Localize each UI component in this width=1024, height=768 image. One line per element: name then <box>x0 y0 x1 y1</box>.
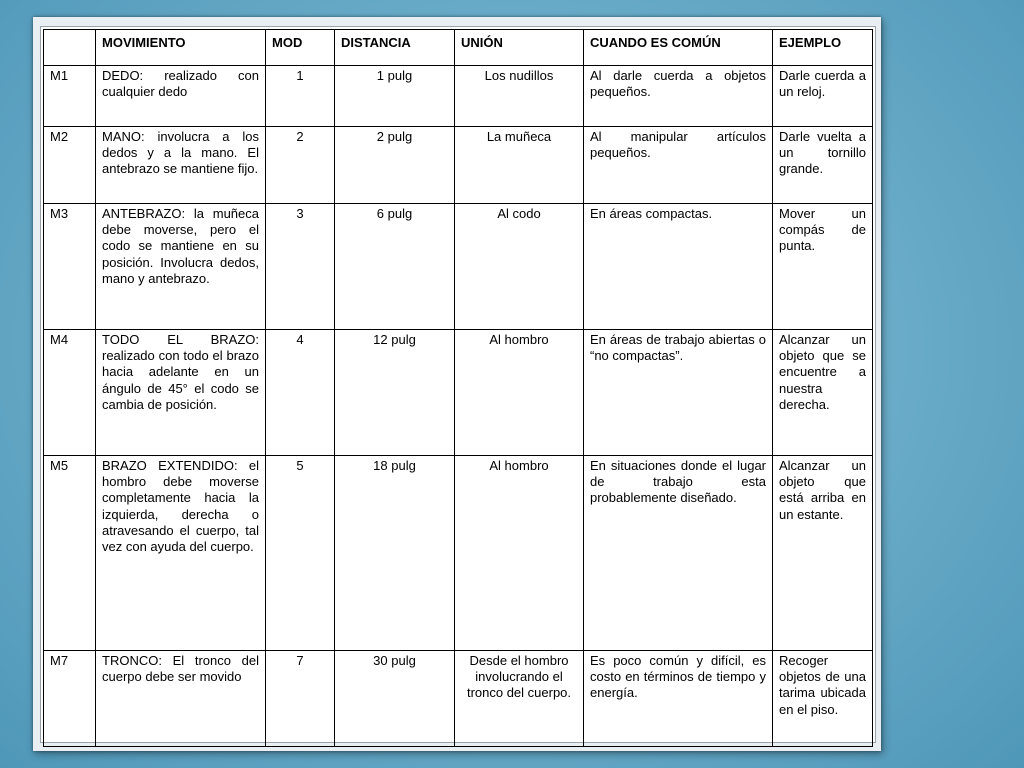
row-union: La muñeca <box>455 127 584 204</box>
row-mod: 4 <box>266 330 335 456</box>
row-distance: 12 pulg <box>335 330 455 456</box>
row-code: M1 <box>44 66 96 127</box>
row-example: Darle cuerda a un reloj. <box>773 66 873 127</box>
row-movement: BRAZO EXTENDIDO: el hombro debe moverse completamente hacia la izquierda, derecha o atravesando el cuerpo, tal vez con ayuda del cuerpo. <box>96 456 266 651</box>
row-when: Al darle cuerda a objetos pequeños. <box>584 66 773 127</box>
table-row <box>44 204 873 330</box>
header-distance: DISTANCIA <box>335 30 455 66</box>
row-distance: 18 pulg <box>335 456 455 651</box>
table-row <box>44 456 873 651</box>
row-mod: 3 <box>266 204 335 330</box>
row-movement: ANTEBRAZO: la muñeca debe moverse, pero el codo se mantiene en su posición. Involucra dedos, mano y antebrazo. <box>96 204 266 330</box>
row-distance: 6 pulg <box>335 204 455 330</box>
row-movement: TRONCO: El tronco del cuerpo debe ser movido <box>96 651 266 747</box>
row-movement: MANO: involucra a los dedos y a la mano. El antebrazo se mantiene fijo. <box>96 127 266 204</box>
row-code: M5 <box>44 456 96 651</box>
row-example: Mover un compás de punta. <box>773 204 873 330</box>
row-code: M3 <box>44 204 96 330</box>
row-distance: 30 pulg <box>335 651 455 747</box>
row-code: M4 <box>44 330 96 456</box>
header-mod: MOD <box>266 30 335 66</box>
header-code <box>44 30 96 66</box>
header-union: UNIÓN <box>455 30 584 66</box>
row-union: Al hombro <box>455 456 584 651</box>
row-when: En áreas compactas. <box>584 204 773 330</box>
row-example: Recoger objetos de una tarima ubicada en el piso. <box>773 651 873 747</box>
row-example: Darle vuelta a un tornillo grande. <box>773 127 873 204</box>
row-code: M7 <box>44 651 96 747</box>
row-example: Alcanzar un objeto que está arriba en un estante. <box>773 456 873 651</box>
row-distance: 1 pulg <box>335 66 455 127</box>
table-header-row <box>44 30 873 66</box>
row-when: En áreas de trabajo abiertas o “no compactas”. <box>584 330 773 456</box>
table-row <box>44 330 873 456</box>
row-distance: 2 pulg <box>335 127 455 204</box>
row-example: Alcanzar un objeto que se encuentre a nuestra derecha. <box>773 330 873 456</box>
row-mod: 2 <box>266 127 335 204</box>
row-when: Al manipular artículos pequeños. <box>584 127 773 204</box>
header-when: CUANDO ES COMÚN <box>584 30 773 66</box>
document-page <box>40 26 876 743</box>
table-row <box>44 651 873 747</box>
table-row <box>44 127 873 204</box>
row-movement: DEDO: realizado con cualquier dedo <box>96 66 266 127</box>
row-union: Los nudillos <box>455 66 584 127</box>
row-union: Al hombro <box>455 330 584 456</box>
row-mod: 1 <box>266 66 335 127</box>
row-union: Desde el hombro involucrando el tronco del cuerpo. <box>455 651 584 747</box>
row-movement: TODO EL BRAZO: realizado con todo el brazo hacia adelante en un ángulo de 45° el codo se cambia de posición. <box>96 330 266 456</box>
row-when: Es poco común y difícil, es costo en términos de tiempo y energía. <box>584 651 773 747</box>
row-code: M2 <box>44 127 96 204</box>
row-mod: 7 <box>266 651 335 747</box>
table-row <box>44 66 873 127</box>
row-mod: 5 <box>266 456 335 651</box>
row-when: En situaciones donde el lugar de trabajo esta probablemente diseñado. <box>584 456 773 651</box>
header-example: EJEMPLO <box>773 30 873 66</box>
movement-table <box>43 29 873 747</box>
header-movement: MOVIMIENTO <box>96 30 266 66</box>
row-union: Al codo <box>455 204 584 330</box>
